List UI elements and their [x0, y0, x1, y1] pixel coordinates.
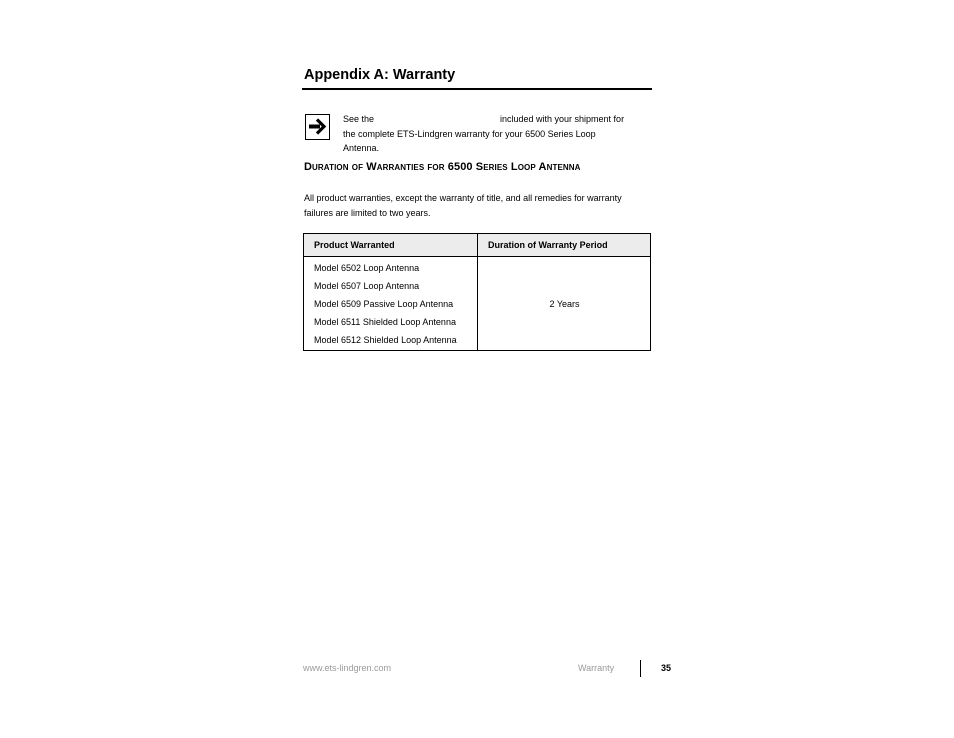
body-text-line-2: failures are limited to two years.	[304, 208, 431, 218]
arrow-right-icon	[305, 114, 330, 140]
table-cell-product: Model 6509 Passive Loop Antenna	[314, 299, 454, 309]
footer-section-name: Warranty	[578, 663, 615, 673]
page-number: 35	[661, 663, 672, 673]
heading-rule	[302, 88, 652, 90]
table-cell-duration: 2 Years	[549, 299, 580, 309]
body-text-line-1: All product warranties, except the warranty of title, and all remedies for warranty	[304, 193, 622, 203]
footer-url: www.ets-lindgren.com	[303, 663, 392, 673]
table-header-product: Product Warranted	[314, 240, 395, 250]
note-text-line-1-start: See the	[343, 114, 375, 124]
page-heading: Appendix A: Warranty	[304, 67, 456, 83]
note-text-line-2: the complete ETS-Lindgren warranty for your 6500 Series Loop	[343, 129, 596, 139]
table-cell-product: Model 6512 Shielded Loop Antenna	[314, 335, 457, 345]
table-cell-product: Model 6507 Loop Antenna	[314, 281, 420, 291]
note-text-line-3: Antenna.	[343, 143, 380, 153]
warranty-table	[303, 233, 651, 351]
table-cell-product: Model 6511 Shielded Loop Antenna	[314, 317, 456, 327]
table-header-duration: Duration of Warranty Period	[488, 240, 608, 250]
section-title: Duration of Warranties for 6500 Series Loop Antenna	[304, 161, 581, 173]
table-cell-product: Model 6502 Loop Antenna	[314, 263, 420, 273]
footer-divider	[640, 660, 641, 677]
note-text-line-1-end: included with your shipment for	[500, 114, 625, 124]
table-column-divider	[477, 234, 478, 350]
arrow-right-icon-glyph	[308, 118, 327, 135]
